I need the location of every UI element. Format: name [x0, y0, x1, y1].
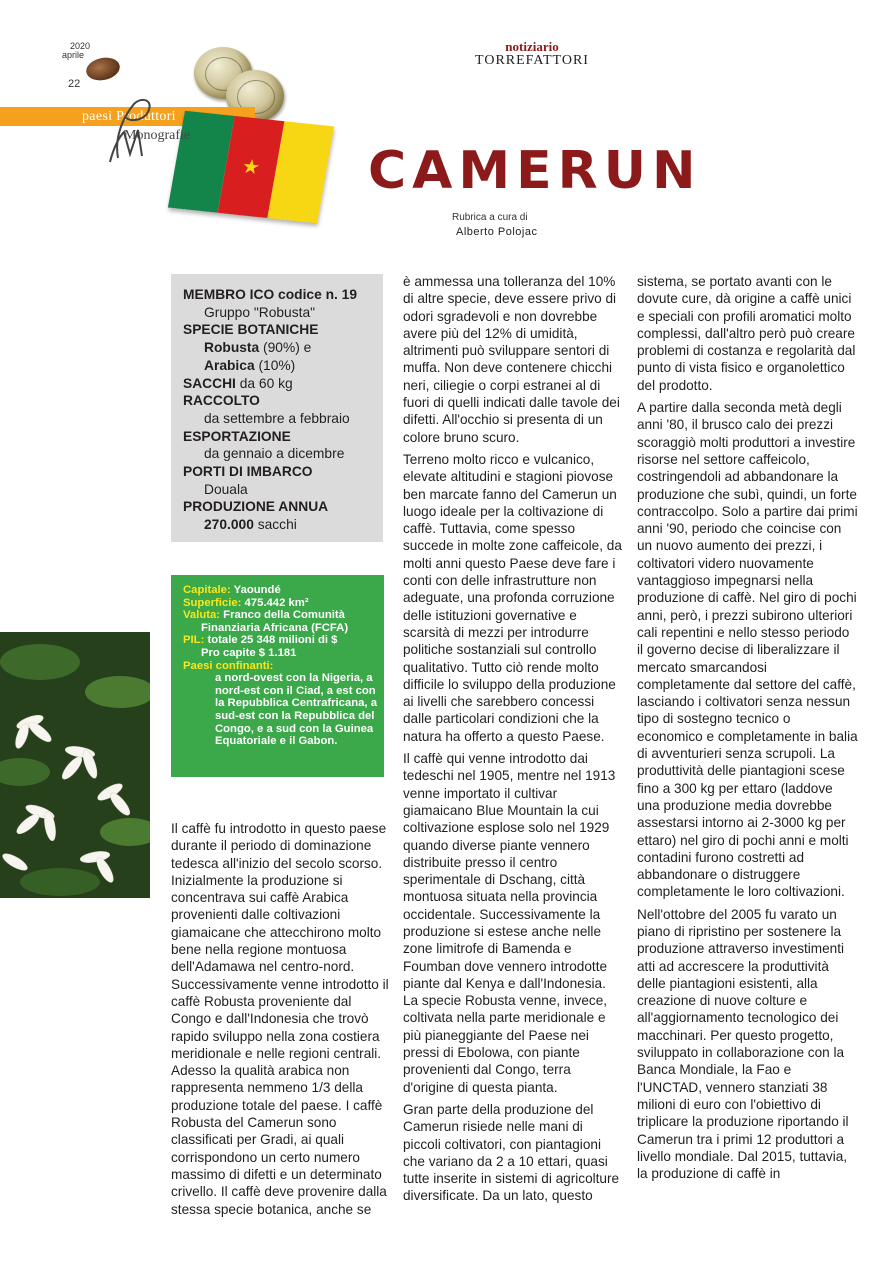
- capital-label: Capitale:: [183, 584, 231, 596]
- issue-year: 2020: [69, 41, 90, 51]
- species-label: SPECIE BOTANICHE: [183, 322, 319, 338]
- borders-label: Paesi confinanti:: [183, 659, 274, 672]
- sacks-value: da 60 kg: [235, 375, 293, 391]
- paragraph: sistema, se portato avanti con le dovute cure, dà origine a caffè unici e speciali con profili aromatici molto complessi, dall'altro però può creare problemi di costanza e regolarità dal punto di vista fisico e organolettico del prodotto.: [637, 274, 856, 393]
- byline-label: Rubrica a cura di: [452, 212, 528, 223]
- section-sublabel: Monografie: [124, 128, 191, 143]
- country-facts-box: [171, 575, 384, 777]
- fact-box: [171, 274, 383, 542]
- ports-value: Douala: [204, 481, 248, 497]
- species-robusta: Robusta: [204, 340, 260, 356]
- coffee-flowers-photo: [0, 632, 150, 898]
- ports-label: PORTI DI IMBARCO: [183, 464, 313, 480]
- ico-value: Gruppo "Robusta": [204, 304, 316, 320]
- capital-value: Yaoundé: [230, 584, 281, 596]
- paragraph: Il caffè fu introdotto in questo paese durante il periodo di dominazione tedesca all'inizio del secolo scorso. Inizialmente la produzione si concentrava sui caffè Arabica provenienti dalle coltivazioni giamaicane che attecchirono molto bene nella regione montuosa dell'Adamawa nel centro-nord. Successivamente venne introdotto il caffè Robusta proveniente dal Congo e dall'Indonesia che trovò rapido sviluppo nella zona costiera meridionale e nelle regioni centrali. Adesso la qualità arabica non rappresenta nemmeno 1/3 della produzione totale del paese. I caffè Robusta del Camerun sono classificati per Gradi, ai quali corrispondono un certo numero massimo di difetti e un determinato crivello. Il caffè deve provenire dalla stessa specie botanica, anche se: [171, 821, 389, 1217]
- page-title: CAMERUN: [368, 141, 702, 201]
- production-label: PRODUZIONE ANNUA: [183, 499, 329, 515]
- section-label: paesi Produttori: [82, 109, 176, 124]
- currency-value-2: Finanziaria Africana (FCFA): [201, 621, 349, 634]
- export-label: ESPORTAZIONE: [183, 428, 291, 444]
- area-label: Superficie:: [183, 596, 242, 609]
- page-number: 22: [68, 78, 81, 90]
- cameroon-flag-icon: ★: [168, 111, 334, 223]
- production-number: 270.000: [204, 517, 254, 533]
- article-column-2: [403, 273, 623, 1210]
- magazine-name: TORREFATTORI: [475, 53, 589, 68]
- byline-author: Alberto Polojac: [456, 226, 538, 238]
- paragraph: Gran parte della produzione del Camerun risiede nelle mani di piccoli coltivatori, con piantagioni che variano da 2 a 10 ettari, quasi tutte inserite in sistemi di agricolture diversificate. Da un lato, questo: [403, 1101, 620, 1204]
- article-column-1: [171, 820, 390, 1223]
- borders-value: a nord-ovest con la Nigeria, a nord-est con il Ciad, a est con la Repubblica Centrafricana, a sud-est con la Repubblica del Congo, e a sud con la Guinea Equatoriale e il Gabon.: [215, 672, 377, 748]
- paragraph: è ammessa una tolleranza del 10% di altre specie, deve essere privo di odori sgradevoli e non dovrebbe avere più del 12% di umidità, altrimenti può sviluppare sentori di muffa. Non deve contenere chicchi neri, ciliegie o corpi estranei al di fuori di quelli indicati dalle tavole dei difetti. All'occhio si presenta di un colore bruno scuro.: [403, 274, 620, 445]
- species-arabica-pct: (10%): [254, 357, 296, 373]
- article-column-3: [637, 273, 859, 1187]
- gdp-label: PIL:: [183, 634, 205, 647]
- sacks-label: SACCHI: [183, 375, 236, 391]
- monogram-logo-icon: [104, 96, 164, 166]
- gdp-value: totale 25 348 milioni di $: [204, 634, 338, 647]
- coffee-bean-icon: [84, 55, 122, 84]
- issue-month: aprile: [62, 50, 85, 60]
- harvest-label: RACCOLTO: [183, 393, 260, 409]
- paragraph: A partire dalla seconda metà degli anni '80, il brusco calo dei prezzi scoraggiò molti produttori a investire risorse nel settore caffeicolo, costringendoli ad abbandonare la produzione che subì, quindi, un forte contraccolpo. Solo a partire dai primi anni '90, periodo che coincise con un nuovo aumento dei prezzi, i coltivatori videro nuovamente vantaggioso impegnarsi nella produzione di caffè. Nel giro di pochi anni, però, i prezzi subirono ulteriori cali repentini e nello stesso periodo il governo decise di liberalizzare il mercato smarcandosi completamente dal settore del caffè, lasciando i coltivatori senza nessun tipo di sostegno tecnico o economico e completamente in balia di avventurieri senza scrupoli. La produttività delle piantagioni scese fino a 300 kg per ettaro (laddove una produzione media dovrebbe assestarsi intorno ai 2-3000 kg per ettaro) nel giro di pochi anni e molti contadini furono costretti ad abbandonare o distruggere completamente le loro coltivazioni.: [637, 400, 858, 900]
- area-value: 475.442 km²: [241, 596, 309, 609]
- currency-label: Valuta:: [183, 609, 221, 622]
- paragraph: Il caffè qui venne introdotto dai tedeschi nel 1905, mentre nel 1913 venne importato il cultivar giamaicano Blue Mountain la cui coltivazione esplose solo nel 1929 quando diverse piante vennero distribuite presso il centro sperimentale di Dschang, città montuosa situata nella provincia occidentale. Successivamente la produzione si estese anche nelle zone limitrofe di Bamenda e Foumban dove vennero introdotte piante dal Kenya e dall'Indonesia. La specie Robusta venne, invece, coltivata nella parte meridionale e più pianeggiante del Paese nei pressi di Ebolowa, con piante provenienti dal Congo, terra d'origine di questa pianta.: [403, 751, 616, 1095]
- species-arabica: Arabica: [204, 357, 255, 373]
- paragraph: Nell'ottobre del 2005 fu varato un piano di ripristino per sostenere la produzione attraverso investimenti atti ad accrescere la produttività delle piantagioni esistenti, alla creazione di nuove colture e all'aggiornamento tecnologico dei macchinari. Per questo progetto, sviluppato in collaborazione con la Banca Mondiale, la Fao e l'UNCTAD, vennero stanziati 38 milioni di euro con l'obiettivo di triplicare la produzione riportando il Camerun tra i primi 12 produttori a livello mondiale. Dal 2015, tuttavia, la produzione di caffè in: [637, 906, 849, 1182]
- currency-value: Franco della Comunità: [220, 609, 345, 622]
- ico-label: MEMBRO ICO codice n. 19: [183, 287, 358, 302]
- paragraph: Terreno molto ricco e vulcanico, elevate altitudini e stagioni piovose ben marcate fanno del Camerun un luogo ideale per la coltivazione di caffè. Tuttavia, come spesso succede in molte zone caffeicole, da molti anni questo Paese deve fare i conti con delle infrastrutture non adeguate, una profonda corruzione delle istituzioni governative e scarsità di mezzi per introdurre politiche sostanziali sul controllo qualitativo. Tutto ciò rende molto difficile lo sviluppo della produzione ai livelli che sarebbero concessi dalle particolari condizioni che la natura ha offerto a questo Paese.: [403, 451, 622, 744]
- magazine-name-top: notiziario: [505, 39, 559, 54]
- gdp-per-capita: Pro capite $ 1.181: [201, 646, 297, 659]
- species-robusta-pct: (90%) e: [259, 340, 312, 356]
- export-value: da gennaio a dicembre: [204, 446, 345, 462]
- production-unit: sacchi: [253, 517, 297, 533]
- harvest-value: da settembre a febbraio: [204, 410, 350, 426]
